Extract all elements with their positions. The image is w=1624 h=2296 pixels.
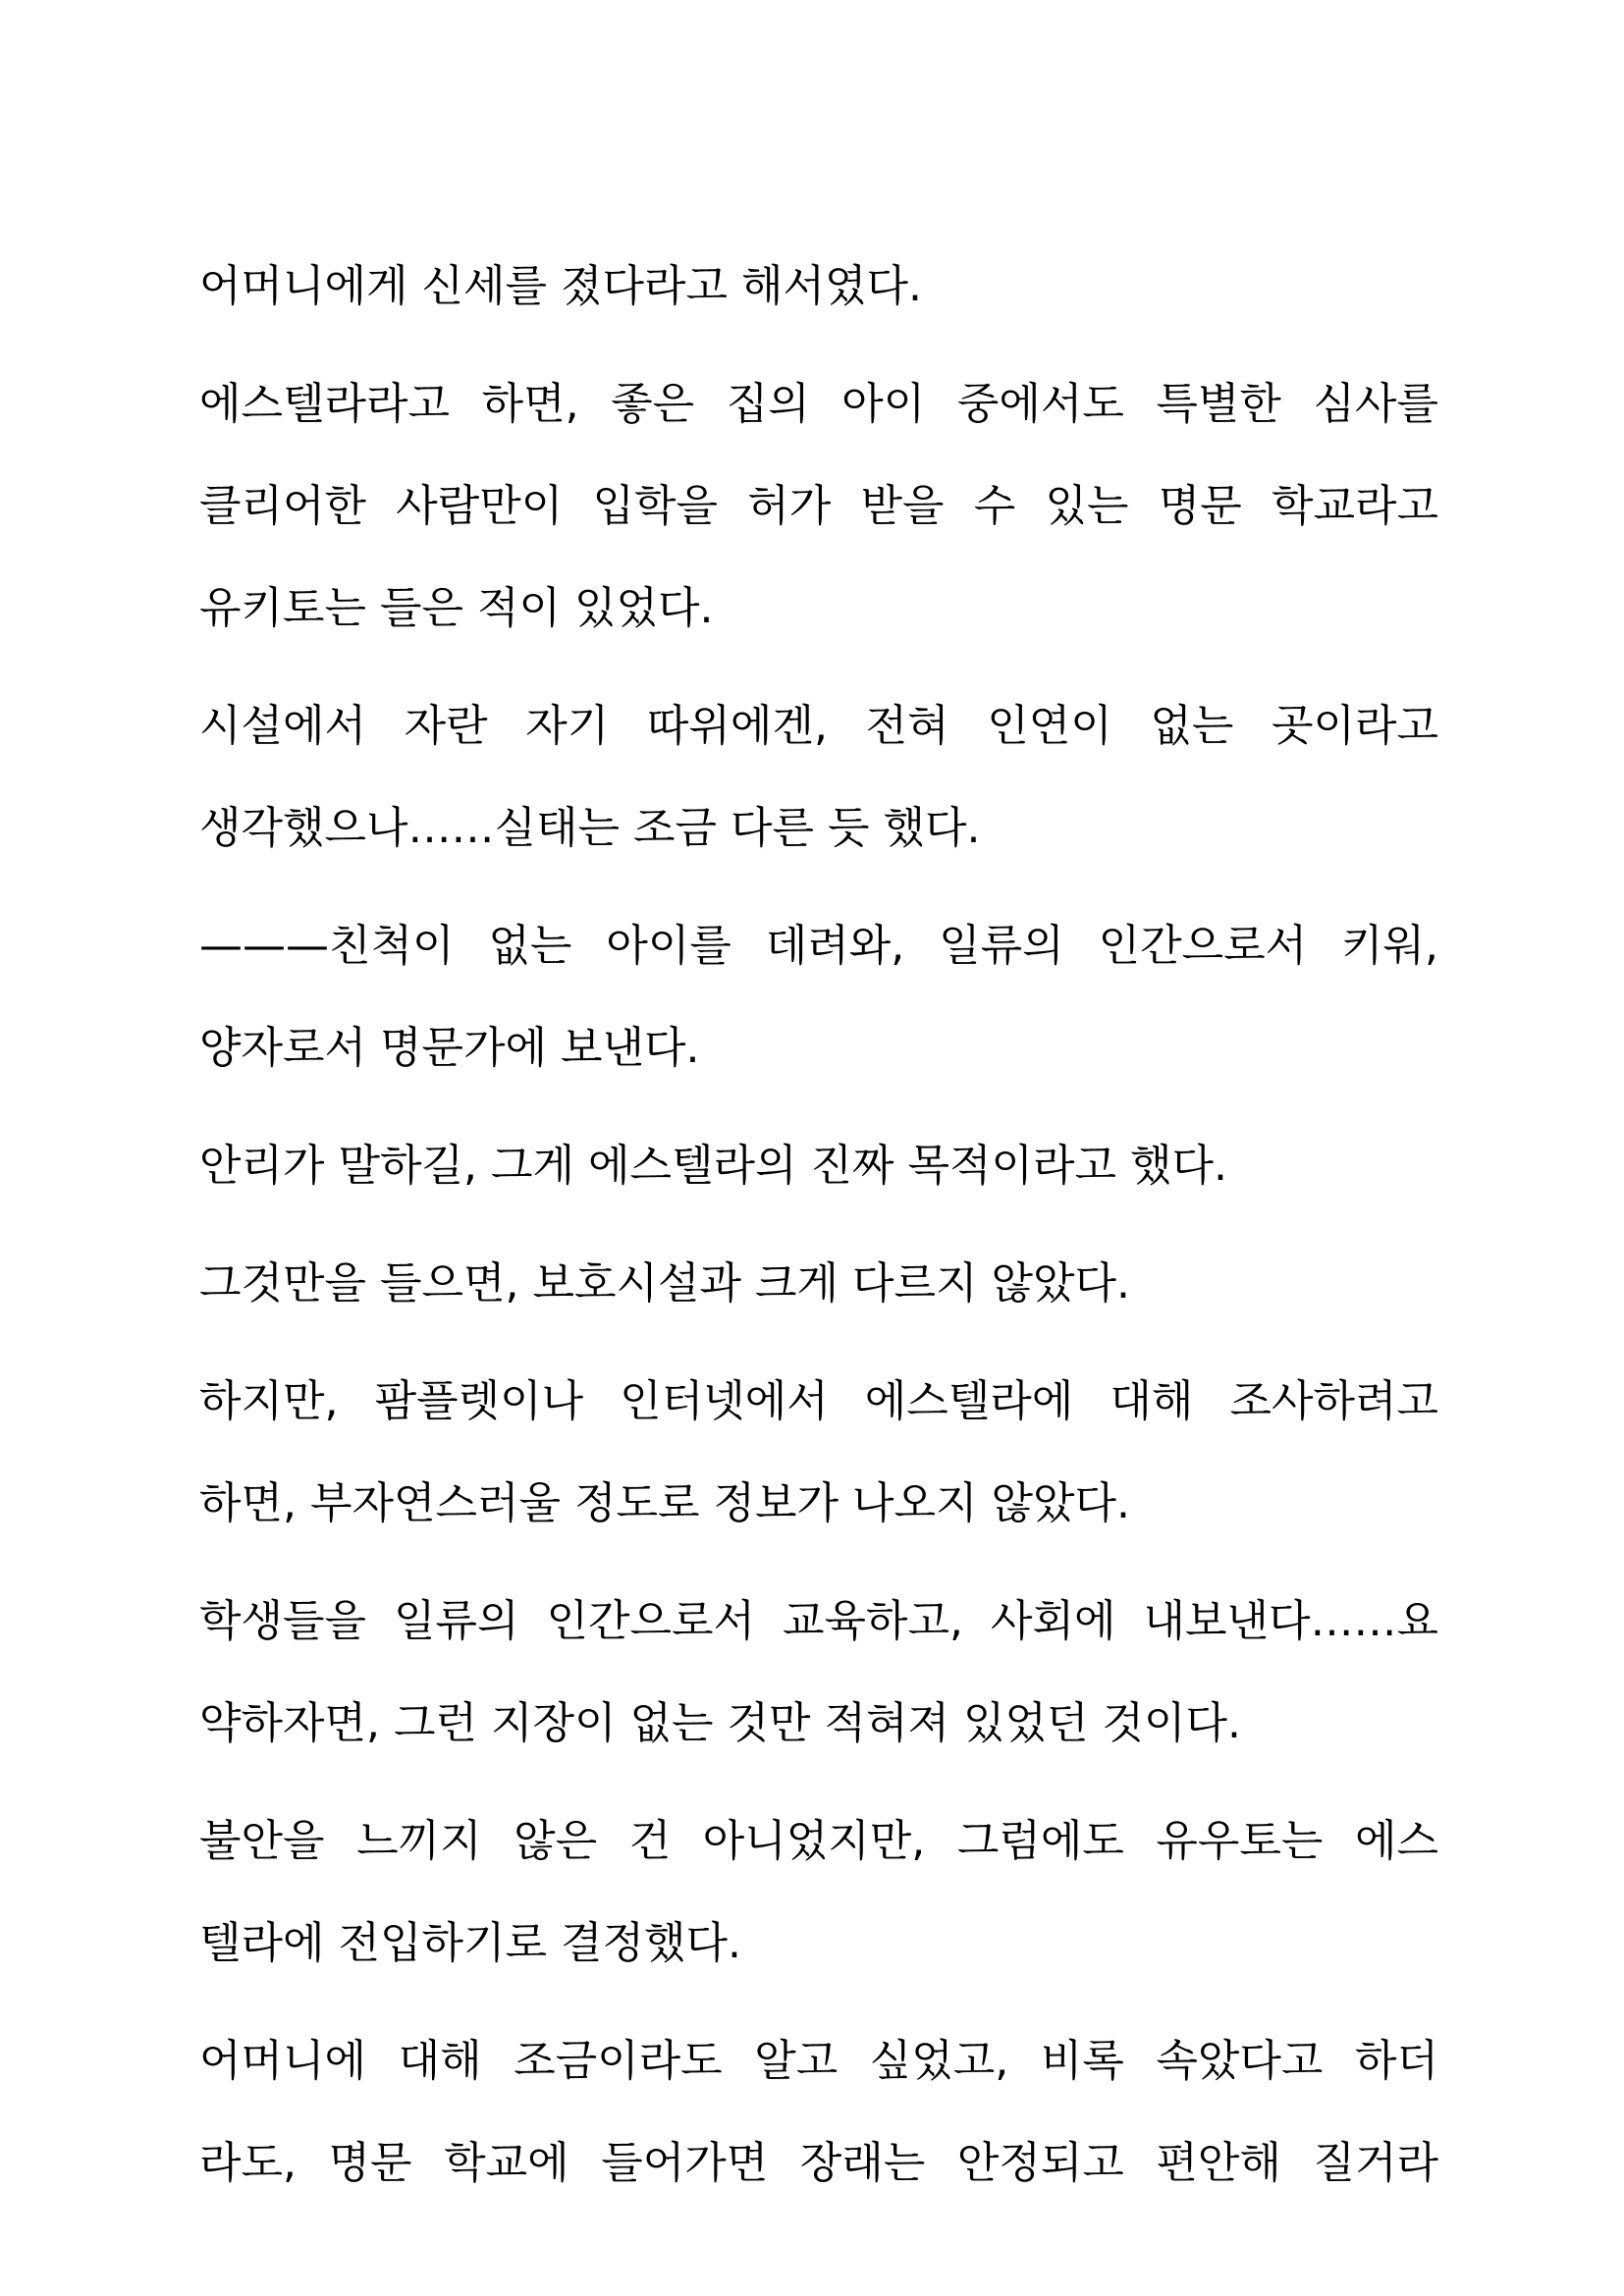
paragraph-10 — [199, 2010, 1438, 2215]
text-line: 텔라에 전입하기로 결정했다. — [199, 1918, 742, 1968]
paragraph-9 — [199, 1790, 1438, 1995]
text-line: 약하자면, 그런 지장이 없는 것만 적혀져 있었던 것이다. — [199, 1698, 1241, 1748]
text-line: 안리가 말하길, 그게 에스텔라의 진짜 목적이라고 했다. — [199, 1141, 1227, 1191]
text-line: 하지만, 팜플렛이나 인터넷에서 에스텔라에 대해 조사하려고 — [199, 1376, 1438, 1426]
text-line: 유키토는 들은 적이 있었다. — [199, 583, 714, 633]
text-line: 그것만을 들으면, 보호시설과 크게 다르지 않았다. — [199, 1258, 1130, 1308]
paragraph-2 — [199, 353, 1438, 660]
paragraph-7 — [199, 1351, 1438, 1555]
text-line: 클리어한 사람만이 입학을 허가 받을 수 있는 명문 학교라고 — [199, 481, 1438, 531]
text-line: 학생들을 일류의 인간으로서 교육하고, 사회에 내보낸다……요 — [199, 1596, 1438, 1646]
text-line: 불안을 느끼지 않은 건 아니었지만, 그럼에도 유우토는 에스 — [199, 1816, 1439, 1866]
text-line: 시설에서 자란 자기 따위에겐, 전혀 인연이 없는 곳이라고 — [199, 701, 1438, 751]
paragraph-1 — [199, 236, 1438, 338]
text-line: 하면, 부자연스러울 정도로 정보가 나오지 않았다. — [199, 1478, 1130, 1528]
text-line: 어머니에 대해 조금이라도 알고 싶었고, 비록 속았다고 하더 — [199, 2036, 1439, 2086]
text-line: 에스텔라라고 하면, 좋은 집의 아이 중에서도 특별한 심사를 — [199, 379, 1439, 429]
paragraph-8 — [199, 1571, 1438, 1775]
text-line: 생각했으나……실태는 조금 다른 듯 했다. — [199, 803, 981, 853]
paragraph-3 — [199, 675, 1438, 880]
paragraph-4 — [199, 895, 1438, 1099]
text-line: 양자로서 명문가에 보낸다. — [199, 1023, 700, 1073]
text-line: 라도, 명문 학교에 들어가면 장래는 안정되고 편안해 질거라 — [199, 2138, 1438, 2188]
paragraph-5 — [199, 1115, 1438, 1217]
document-page — [199, 236, 1438, 2230]
text-line: ———친척이 없는 아이를 데려와, 일류의 인간으로서 키워, — [199, 921, 1438, 971]
paragraph-6 — [199, 1233, 1438, 1335]
text-line: 어머니에게 신세를 졌다라고 해서였다. — [199, 261, 923, 311]
